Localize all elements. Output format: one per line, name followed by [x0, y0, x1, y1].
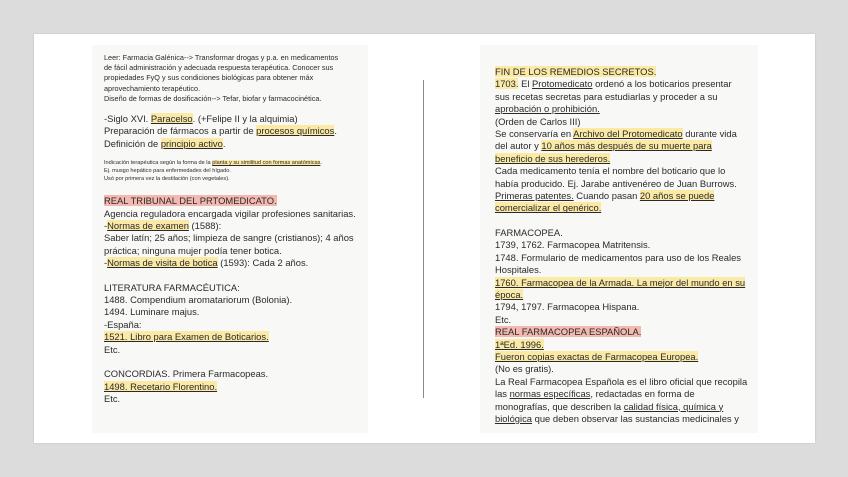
- tribunal-heading: [104, 195, 368, 207]
- aprobacion-link[interactable]: aprobación o prohibición.: [495, 103, 600, 115]
- intro-line: aprovechamiento terapéutico.: [104, 83, 201, 93]
- real-line: [495, 351, 758, 363]
- edicion-link[interactable]: 1ªEd. 1996.: [495, 338, 544, 350]
- siglo-section: [104, 113, 368, 150]
- fin-cuando: Cuando pasan: [573, 190, 640, 202]
- tribunal-line: Agencia reguladora encargada vigilar profesiones sanitarias.: [104, 207, 356, 219]
- normas-especificas-link[interactable]: normas específicas: [509, 388, 591, 400]
- real-section: [495, 326, 758, 425]
- normas-examen-line: -Normas de examen (1588):: [104, 220, 222, 232]
- herederos-link[interactable]: beneficio de sus herederos.: [495, 152, 611, 164]
- fin-line: [495, 190, 758, 202]
- fin-year: 1703.: [495, 78, 519, 90]
- intro-line: Diseño de formas de dosificación--> Tefar, biofar y farmacocinética.: [104, 93, 322, 103]
- primeras-patentes-link[interactable]: Primeras patentes.: [495, 190, 574, 202]
- intro-paragraph: [104, 53, 368, 104]
- prep-prefix: Preparación de fármacos a partir de: [104, 125, 257, 137]
- farmacopea-item: [495, 289, 758, 301]
- real-p2a: las: [495, 388, 510, 400]
- indicacion-line: [104, 159, 368, 167]
- intro-line: propiedades FyQ y sus condiciones biológicas para obtener máx: [104, 73, 314, 83]
- literatura-section: [104, 282, 368, 356]
- def-line: [104, 138, 368, 150]
- real-line: (No es gratis).: [495, 363, 554, 375]
- fin-line: había producido. Ej. Jarabe antivenéreo de Juan Burrows.: [495, 177, 737, 189]
- fin-line: Cada medicamento tenía el nombre del boticario que lo: [495, 165, 726, 177]
- intro-line: Leer: Farmacia Galénica--> Transformar drogas y p.a. en medicamentos: [104, 53, 339, 62]
- farmacopea-item: [495, 277, 758, 289]
- fin-line: [495, 202, 758, 214]
- intro-line: de fácil administración y adecuada respuesta terapéutica. Conocer sus: [104, 63, 334, 73]
- literatura-item: [104, 331, 368, 343]
- fin-el: El: [518, 78, 533, 90]
- literatura-item: -España:: [104, 318, 142, 330]
- real-p3a: monografías, que describen la: [495, 400, 624, 412]
- farmacopea-item: 1794, 1797. Farmacopea Hispana.: [495, 301, 640, 313]
- fin-heading: [495, 66, 758, 78]
- prep-suffix: .: [334, 125, 337, 137]
- concordias-heading: CONCORDIAS. Primera Farmacopeas.: [104, 368, 269, 380]
- fin-line: [495, 140, 758, 152]
- libro-examen-link[interactable]: 1521. Libro para Examen de Boticarios.: [104, 331, 269, 343]
- real-line: [495, 388, 758, 400]
- siglo-line: [104, 113, 368, 125]
- generico-link[interactable]: comercializar el genérico.: [495, 202, 602, 214]
- normas-examen-year: (1588):: [188, 220, 222, 232]
- farmacopea-item: 1739, 1762. Farmacopea Matritensis.: [495, 239, 651, 251]
- saber-line: Saber latín; 25 años; limpieza de sangre (cristianos); 4 años: [104, 232, 354, 244]
- fin-line: [495, 153, 758, 165]
- principio-activo-link[interactable]: principio activo: [160, 137, 223, 149]
- prep-line: [104, 125, 368, 137]
- concordias-item: [104, 381, 368, 393]
- real-line: [495, 339, 758, 351]
- fin-autor: del autor y: [495, 140, 542, 152]
- tribunal-heading-text: REAL TRIBUNAL DEL PRTOMEDICATO.: [104, 195, 277, 207]
- calidad-link[interactable]: calidad física, química y: [623, 400, 724, 412]
- left-page: [92, 45, 368, 433]
- planta-similitud-link[interactable]: planta y su similitud con formas anatómicas: [212, 160, 321, 167]
- literatura-heading: LITERATURA FARMACÉUTICA:: [104, 281, 240, 293]
- tribunal-section: [104, 195, 368, 269]
- concordias-section: [104, 368, 368, 405]
- fin-heading-text: FIN DE LOS REMEDIOS SECRETOS.: [495, 66, 657, 77]
- biologica-link[interactable]: biológica: [495, 412, 533, 424]
- farmacopea-item: Hospitales.: [495, 264, 542, 276]
- diez-anos-link[interactable]: 10 años más después de su muerte para: [541, 140, 712, 152]
- siglo-suffix: . (+Felipe II y la alquimia): [192, 113, 298, 125]
- fin-section: [495, 66, 758, 215]
- indicacion-block: [104, 159, 368, 183]
- indicacion-prefix: Indicación terapéutica según la forma de la: [104, 160, 213, 167]
- normas-visita-line: -Normas de visita de botica (1593): Cada 2 años.: [104, 257, 309, 269]
- saber-line: práctica; ninguna mujer podía tener botica.: [104, 244, 282, 256]
- fin-durante: durante vida: [682, 128, 737, 140]
- protomedicato-link[interactable]: Protomedicato: [532, 78, 593, 90]
- fin-line: [495, 78, 758, 90]
- literatura-item: 1488. Compendium aromatariorum (Bolonia).: [104, 294, 293, 306]
- farmacopea-item: Etc.: [495, 313, 512, 325]
- farmacopea-item: 1748. Formulario de medicamentos para uso de los Reales: [495, 251, 741, 263]
- fin-line: [495, 128, 758, 140]
- fin-line: (Orden de Carlos III): [495, 115, 581, 127]
- fin-rest: ordenó a los boticarios presentar: [592, 78, 732, 90]
- paracelso-link[interactable]: Paracelso: [150, 113, 193, 125]
- normas-visita-suffix: (1593): Cada 2 años.: [217, 257, 309, 269]
- real-line: [495, 413, 758, 425]
- real-line: [495, 401, 758, 413]
- copias-link[interactable]: Fueron copias exactas de Farmacopea Europea.: [495, 350, 699, 362]
- farmacopea-section: [495, 227, 758, 326]
- siglo-prefix: -Siglo XVI.: [104, 113, 151, 125]
- armada-link[interactable]: 1760. Farmacopea de la Armada. La mejor del mundo en su: [495, 276, 746, 288]
- ejemplo-line: Ej. musgo hepático para enfermedades del hígado.: [104, 168, 231, 175]
- literatura-item: Etc.: [104, 343, 121, 355]
- fin-line: [495, 103, 758, 115]
- def-suffix: .: [222, 137, 226, 149]
- archivo-link[interactable]: Archivo del Protomedicato: [573, 128, 683, 140]
- indicacion-suffix: .: [320, 160, 322, 167]
- real-p2b: , redactadas en forma de: [590, 388, 695, 400]
- farmacopea-heading: FARMACOPEA.: [495, 226, 563, 238]
- real-heading: [495, 326, 758, 338]
- armada-link-cont[interactable]: época.: [495, 288, 524, 300]
- recetario-florentino-link[interactable]: 1498. Recetario Florentino.: [104, 380, 218, 392]
- normas-examen-link[interactable]: Normas de examen: [107, 220, 189, 232]
- fin-line: sus recetas secretas para estudiarlas y proceder a su: [495, 90, 718, 102]
- page-divider: [423, 80, 424, 398]
- veinte-anos-link[interactable]: 20 años se puede: [639, 190, 715, 202]
- destilacion-line: Usó por primera vez la destilación (con vegetales).: [104, 176, 230, 183]
- real-heading-text: REAL FARMACOPEA ESPAÑOLA.: [495, 326, 642, 338]
- normas-visita-link[interactable]: Normas de visita de botica: [107, 257, 218, 269]
- fin-conservaria: Se conservaría en: [495, 128, 574, 140]
- procesos-quimicos-link[interactable]: procesos químicos: [256, 125, 335, 137]
- real-p4b: que deben observar las sustancias medicinales y: [532, 412, 739, 424]
- real-line: La Real Farmacopea Española es el libro oficial que recopila: [495, 375, 748, 387]
- concordias-item: Etc.: [104, 392, 121, 404]
- def-prefix: Definición de: [104, 137, 161, 149]
- document-sheet: [34, 34, 815, 443]
- right-page: [480, 45, 758, 433]
- literatura-item: 1494. Luminare majus.: [104, 306, 200, 318]
